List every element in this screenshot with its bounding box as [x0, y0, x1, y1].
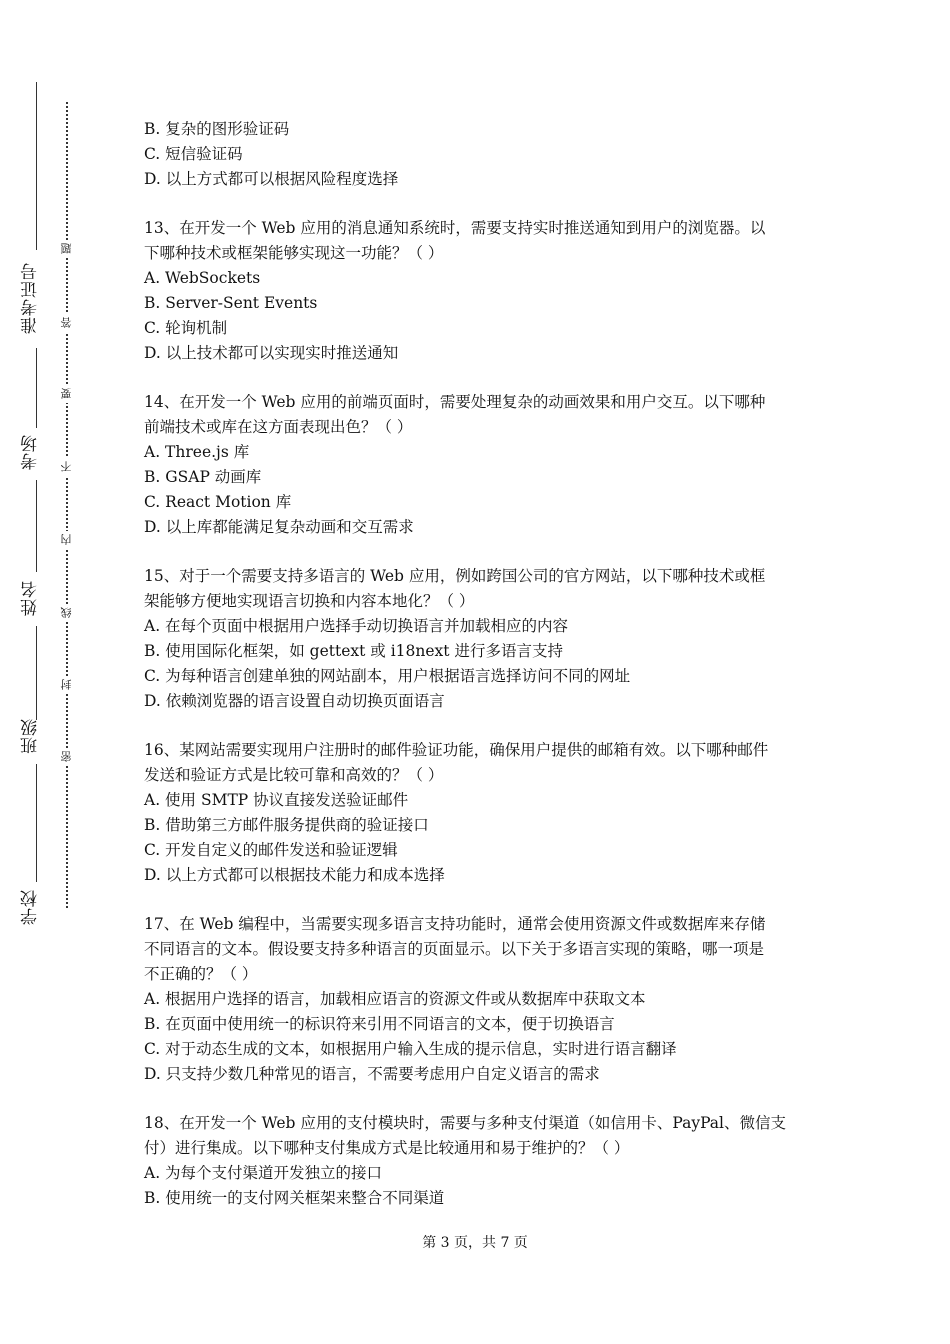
- option-line: B. 使用国际化框架，如 gettext 或 i18next 进行多语言支持: [144, 642, 563, 660]
- option-line: D. 只支持少数几种常见的语言，不需要考虑用户自定义语言的需求: [144, 1065, 600, 1083]
- question-stem-line: 不同语言的文本。假设要支持多种语言的页面显示。以下关于多语言实现的策略，哪一项是: [144, 940, 765, 958]
- question-stem-line: 13、在开发一个 Web 应用的消息通知系统时，需要支持实时推送通知到用户的浏览器。以: [144, 219, 766, 237]
- seal-dotted-line: [66, 102, 68, 908]
- question-stem-line: 18、在开发一个 Web 应用的支付模块时，需要与多种支付渠道（如信用卡、PayPal、微信支: [144, 1114, 787, 1132]
- question-stem-line: 付）进行集成。以下哪种支付集成方式是比较通用和易于维护的？（ ）: [144, 1139, 630, 1157]
- option-line: A. 为每个支付渠道开发独立的接口: [144, 1164, 383, 1182]
- name-underline: [36, 480, 37, 572]
- option-line: C. 开发自定义的邮件发送和验证逻辑: [144, 841, 398, 859]
- question-stem-line: 下哪种技术或框架能够实现这一功能？（ ）: [144, 244, 444, 262]
- question-17: [144, 912, 814, 1087]
- option-line: D. 以上库都能满足复杂动画和交互需求: [144, 518, 414, 536]
- option-line: A. WebSockets: [144, 269, 261, 287]
- option-line: C. 对于动态生成的文本，如根据用户输入生成的提示信息，实时进行语言翻译: [144, 1040, 677, 1058]
- seal-char: 题: [58, 240, 74, 258]
- class-underline: [36, 626, 37, 720]
- option-line: C. React Motion 库: [144, 493, 292, 511]
- seal-char: 答: [58, 314, 74, 332]
- seal-char: 封: [58, 676, 74, 694]
- option-line: B. 复杂的图形验证码: [144, 120, 290, 138]
- question-stem-line: 14、在开发一个 Web 应用的前端页面时，需要处理复杂的动画效果和用户交互。以下哪种: [144, 393, 766, 411]
- question-stem-line: 前端技术或库在这方面表现出色？（ ）: [144, 418, 413, 436]
- question-stem-line: 15、对于一个需要支持多语言的 Web 应用，例如跨国公司的官方网站，以下哪种技术或框: [144, 567, 766, 585]
- question-13: [144, 216, 814, 366]
- seal-char: 内: [58, 531, 74, 549]
- option-line: A. Three.js 库: [144, 443, 250, 461]
- option-line: A. 根据用户选择的语言，加载相应语言的资源文件或从数据库中获取文本: [144, 990, 646, 1008]
- option-line: C. 短信验证码: [144, 145, 243, 163]
- option-line: D. 以上方式都可以根据技术能力和成本选择: [144, 866, 445, 884]
- option-line: D. 以上方式都可以根据风险程度选择: [144, 170, 399, 188]
- seal-char: 线: [58, 604, 74, 622]
- seal-char: 密: [58, 748, 74, 766]
- option-line: B. 在页面中使用统一的标识符来引用不同语言的文本，便于切换语言: [144, 1015, 615, 1033]
- seal-char: 不: [58, 458, 74, 476]
- option-line: C. 轮询机制: [144, 319, 228, 337]
- exam-room-underline: [36, 348, 37, 428]
- option-line: A. 在每个页面中根据用户选择手动切换语言并加载相应的内容: [144, 617, 569, 635]
- seal-char: 要: [58, 385, 74, 403]
- class-label: 班级: [21, 718, 41, 754]
- question-stem-line: 17、在 Web 编程中，当需要实现多语言支持功能时，通常会使用资源文件或数据库来存储: [144, 915, 766, 933]
- option-line: D. 以上技术都可以实现实时推送通知: [144, 344, 399, 362]
- question-stem-line: 架能够方便地实现语言切换和内容本地化？（ ）: [144, 592, 475, 610]
- name-label: 姓名: [21, 580, 41, 616]
- option-line: B. 使用统一的支付网关框架来整合不同渠道: [144, 1189, 445, 1207]
- option-line: C. 为每种语言创建单独的网站副本，用户根据语言选择访问不同的网址: [144, 667, 631, 685]
- id-number-underline: [36, 82, 37, 250]
- question-content: [144, 117, 814, 1211]
- exam-id-label: 准考证号: [21, 262, 41, 334]
- option-line: B. GSAP 动画库: [144, 468, 262, 486]
- question-15: [144, 564, 814, 714]
- option-line: A. 使用 SMTP 协议直接发送验证邮件: [144, 791, 409, 809]
- question-16: [144, 738, 814, 888]
- exam-room-label: 考场: [21, 434, 41, 470]
- question-14: [144, 390, 814, 540]
- option-line: D. 依赖浏览器的语言设置自动切换页面语言: [144, 692, 445, 710]
- option-line: B. Server-Sent Events: [144, 294, 318, 312]
- question-stem-line: 不正确的？（ ）: [144, 965, 258, 983]
- school-label: 学校: [21, 889, 41, 925]
- question-stem-line: 发送和验证方式是比较可靠和高效的？（ ）: [144, 766, 444, 784]
- school-underline: [36, 764, 37, 882]
- question-stem-line: 16、某网站需要实现用户注册时的邮件验证功能，确保用户提供的邮箱有效。以下哪种邮件: [144, 741, 769, 759]
- option-line: B. 借助第三方邮件服务提供商的验证接口: [144, 816, 429, 834]
- page-number: 第 3 页，共 7 页: [422, 1235, 528, 1251]
- question-18: [144, 1111, 814, 1211]
- question-12-options: [144, 117, 814, 192]
